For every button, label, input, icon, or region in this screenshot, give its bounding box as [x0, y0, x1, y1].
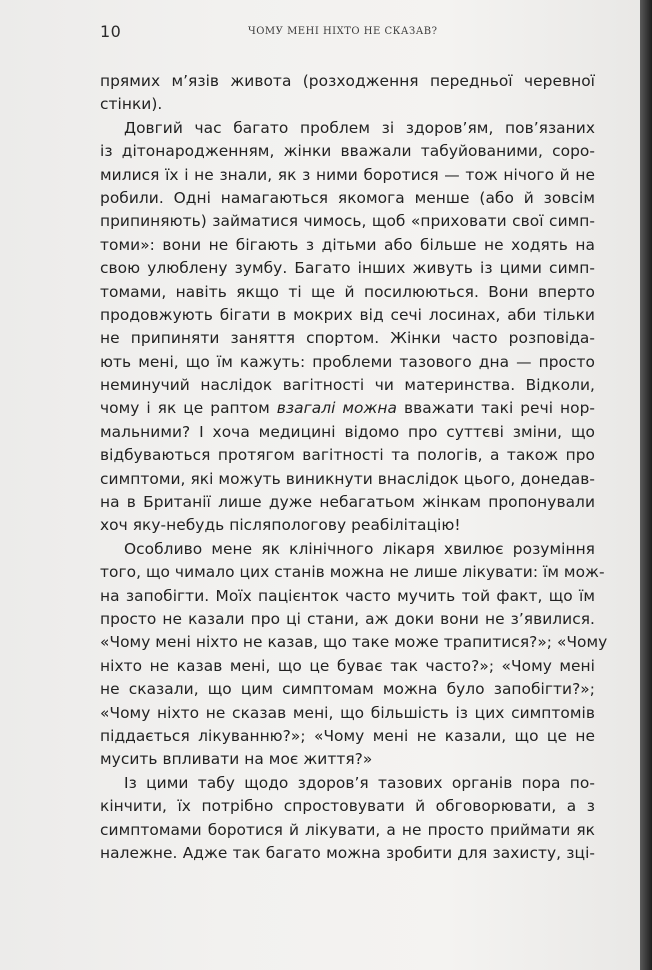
- text-line: томами, навіть якщо ті ще й посилюються. Вони вперто: [100, 282, 595, 301]
- text-line: просто не казали про ці стани, аж доки вони не з’явилися.: [100, 609, 595, 628]
- text-line: «Чому мені ніхто не казав, що таке може трапитися?»; «Чому: [100, 633, 608, 652]
- text-line: мальними? І хоча медицині відомо про суттєві зміни, що: [100, 422, 595, 441]
- text-segment: вважати такі речі нор-: [397, 399, 595, 418]
- paragraph-start-line: Особливо мене як клінічного лікаря хвилює розуміння: [124, 539, 595, 558]
- text-line: не припиняти заняття спортом. Жінки часто розповіда-: [100, 329, 595, 348]
- text-line: прямих м’язів живота (розходження передньої черевної: [100, 72, 595, 90]
- text-line: продовжують бігати в мокрих від сечі лосинах, аби тільки: [100, 305, 595, 324]
- text-line: припиняють) займатися чимось, щоб «приховати свої симп-: [100, 212, 595, 231]
- text-line: відбуваються протягом вагітності та пологів, а також про: [100, 446, 595, 465]
- page-number: 10: [100, 22, 122, 41]
- page-edge-shadow: [640, 0, 652, 970]
- running-head: ЧОМУ МЕНІ НІХТО НЕ СКАЗАВ?: [248, 26, 438, 37]
- text-line: на в Британії лише дуже небагатьом жінкам пропонували: [100, 493, 595, 512]
- paragraph-start-line: Довгий час багато проблем зі здоров’ям, пов’язаних: [124, 118, 595, 137]
- text-line: мусить впливати на моє життя?»: [100, 750, 373, 769]
- text-line: свою улюблену зумбу. Багато інших живуть із цими симп-: [100, 259, 595, 278]
- text-line: томи»: вони не бігають з дітьми або більше не ходять на: [100, 235, 595, 254]
- paragraph-start-line: Із цими табу щодо здоров’я тазових органів пора по-: [124, 773, 595, 792]
- text-line: того, що чимало цих станів можна не лише лікувати: їм мож-: [100, 563, 605, 582]
- text-line: не сказали, що цим симптомам можна було запобігти?»;: [100, 680, 595, 699]
- body-text: [100, 70, 608, 865]
- text-line: на запобігти. Моїх пацієнток часто мучить той факт, що їм: [100, 586, 595, 605]
- text-line: піддається лікуванню?»; «Чому мені не казали, що це не: [100, 726, 595, 745]
- text-line-with-emphasis: [100, 397, 595, 420]
- text-line: належне. Адже так багато можна зробити для захисту, зці-: [100, 843, 595, 862]
- text-line: «Чому ніхто не сказав мені, що більшість із цих симптомів: [100, 703, 595, 722]
- text-line: ніхто не казав мені, що це буває так часто?»; «Чому мені: [100, 656, 595, 675]
- emphasized-phrase: взагалі можна: [276, 399, 398, 418]
- text-line: робили. Одні намагаються якомога менше (або й зовсім: [100, 188, 595, 207]
- text-line: ють мені, що їм кажуть: проблеми тазового дна — просто: [100, 352, 595, 371]
- text-line: із дітонародженням, жінки вважали табуйованими, соро-: [100, 142, 595, 161]
- text-line: неминучий наслідок вагітності чи материнства. Відколи,: [100, 376, 595, 395]
- text-line: симптомами боротися й лікувати, а не просто приймати як: [100, 820, 595, 839]
- text-line: хоч яку-небудь післяпологову реабілітацію!: [100, 516, 461, 535]
- text-line: милися їх і не знали, як з ними боротися — тож нічого й не: [100, 165, 595, 184]
- text-segment: чому і як це раптом: [100, 399, 277, 418]
- text-line: стінки).: [100, 95, 163, 114]
- text-line: кінчити, їх потрібно спростовувати й обговорювати, а з: [100, 797, 595, 816]
- text-line: симптоми, які можуть виникнути внаслідок цього, донедав-: [100, 469, 595, 488]
